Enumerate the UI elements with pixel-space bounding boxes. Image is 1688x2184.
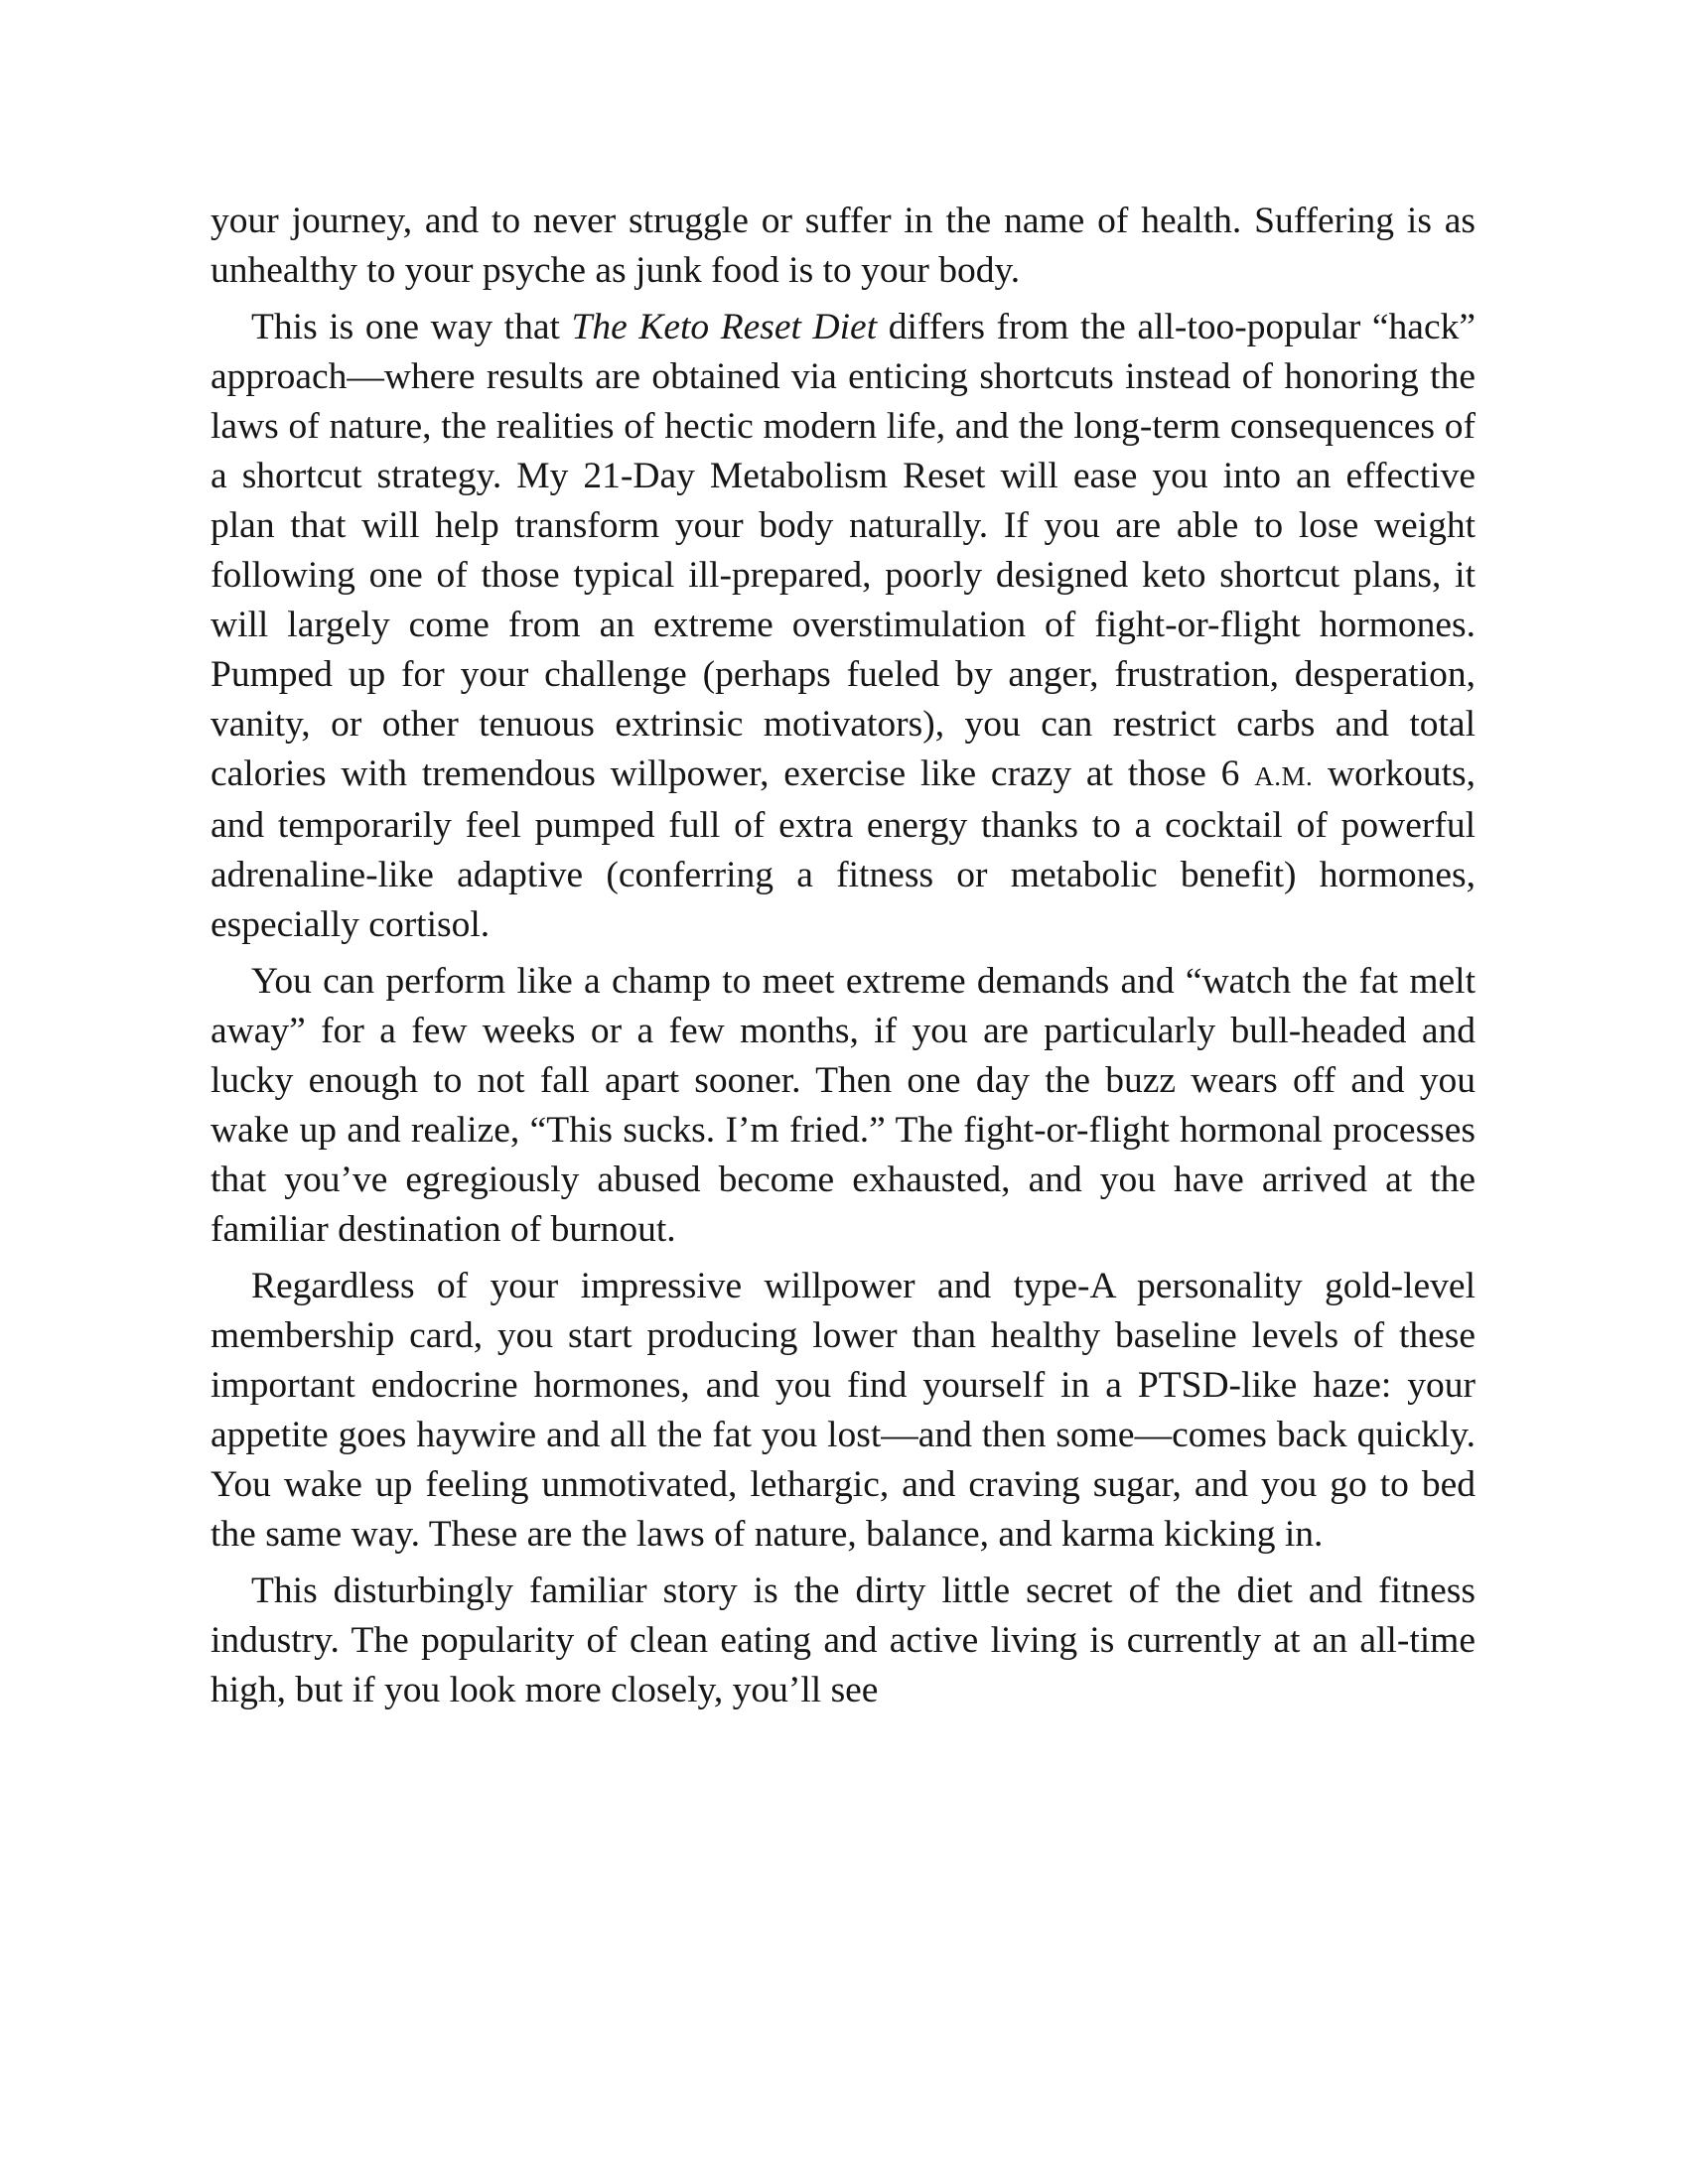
paragraph-text: This disturbingly familiar story is the dirty little secret of the diet and fitness industry. The popularity of clean eating and active living is currently at an all-time high, but if you look more closely, you’ll see [211,1570,1476,1710]
paragraph-text: your journey, and to never struggle or suffer in the name of health. Suffering is as unhealthy to your psyche as junk food is to your body. [211,201,1476,291]
book-title: The Keto Reset Diet [571,307,878,347]
paragraph-industry-secret [211,1567,1476,1715]
paragraph-text-body: differs from the all-too-popular “hack” approach—where results are obtained via enticing shortcuts instead of honoring the laws of nature, the realities of hectic modern life, and the long-term consequences of a shortcut strategy. My 21-Day Metabolism Reset will ease you into an effective plan that will help transform your body naturally. If you are able to lose weight following one of those typical ill-prepared, poorly designed keto shortcut plans, it will largely come from an extreme overstimulation of fight-or-flight hormones. Pumped up for your challenge (perhaps fueled by anger, frustration, desperation, vanity, or other tenuous extrinsic motivators), you can restrict carbs and total calories with tremendous willpower, exercise like crazy at those 6 [211,307,1476,794]
time-marker: A.M. [1254,761,1314,791]
paragraph-hack-approach [211,303,1476,950]
paragraph-continuation [211,197,1476,296]
book-page [211,197,1476,1722]
paragraph-burnout [211,957,1476,1255]
paragraph-text: You can perform like a champ to meet extreme demands and “watch the fat melt away” for a few weeks or a few months, if you are particularly bull-headed and lucky enough to not fall apart sooner. Then one day the buzz wears off and you wake up and realize, “This sucks. I’m fried.” The fight-or-flight hormonal processes that you’ve egregiously abused become exhausted, and you have arrived at the familiar destination of burnout. [211,961,1476,1250]
paragraph-hormones [211,1262,1476,1560]
paragraph-text-lead: This is one way that [251,307,572,347]
paragraph-text: Regardless of your impressive willpower and type-A personality gold-level membership card, you start producing lower than healthy baseline levels of these important endocrine hormones, and you find yourself in a PTSD-like haze: your appetite goes haywire and all the fat you lost—and then some—comes back quickly. You wake up feeling unmotivated, lethargic, and craving sugar, and you go to bed the same way. These are the laws of nature, balance, and karma kicking in. [211,1266,1476,1555]
paragraph-text-tail: workouts, and temporarily feel pumped full of extra energy thanks to a cocktail of powerful adrenaline-like adaptive (conferring a fitness or metabolic benefit) hormones, especially cortisol. [211,753,1476,945]
